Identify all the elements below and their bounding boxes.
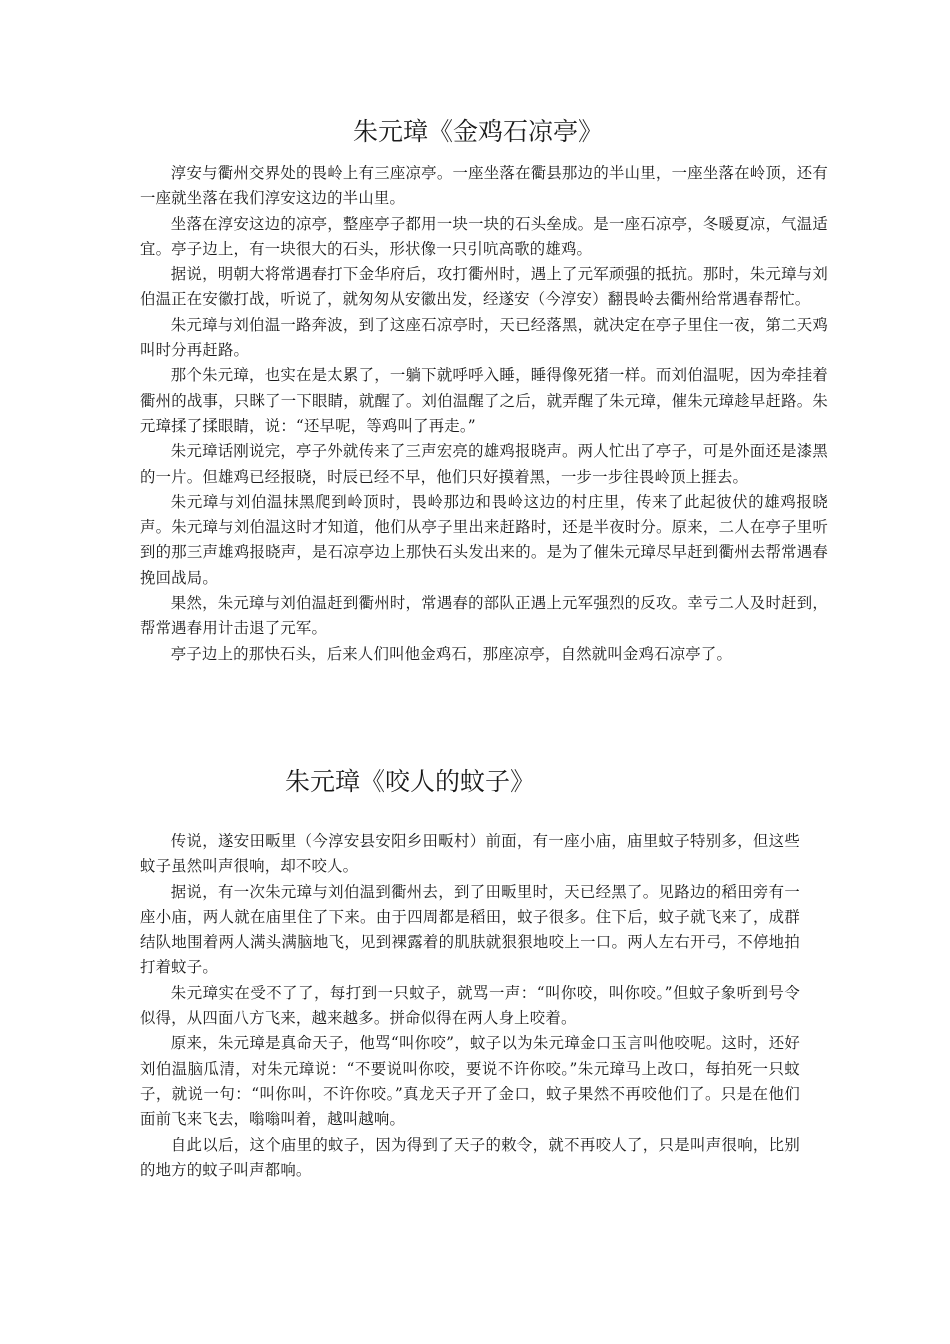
story1-paragraph: 朱元璋与刘伯温一路奔波，到了这座石凉亭时，天已经落黑，就决定在亭子里住一夜，第二天鸡叫时分再赶路。 [140, 315, 828, 360]
story1-body [140, 161, 828, 667]
story2-paragraph: 自此以后，这个庙里的蚊子，因为得到了天子的敕令，就不再咬人了，只是叫声很响，比别的地方的蚊子叫声都响。 [140, 1135, 800, 1179]
story1-paragraph: 坐落在淳安这边的凉亭，整座亭子都用一块一块的石头垒成。是一座石凉亭，冬暖夏凉，气温适宜。亭子边上，有一块很大的石头，形状像一只引吭高歌的雄鸡。 [140, 214, 828, 258]
story1-paragraph: 朱元璋与刘伯温抹黑爬到岭顶时，畏岭那边和畏岭这边的村庄里，传来了此起彼伏的雄鸡报晓声。朱元璋与刘伯温这时才知道，他们从亭子里出来赶路时，还是半夜时分。原来，二人在亭子里听到的那三声雄鸡报晓声，是石凉亭边上那快石头发出来的。是为了催朱元璋尽早赶到衢州去帮常遇春挽回战局。 [140, 492, 828, 587]
story1-paragraph: 那个朱元璋，也实在是太累了，一躺下就呼呼入睡，睡得像死猪一样。而刘伯温呢，因为牵挂着衢州的战事，只眯了一下眼睛，就醒了。刘伯温醒了之后，就弄醒了朱元璋，催朱元璋趁早赶路。朱元璋揉了揉眼睛，说：“还早呢，等鸡叫了再走。” [140, 366, 828, 435]
story2-paragraph: 据说，有一次朱元璋与刘伯温到衢州去，到了田畈里时，天已经黑了。见路边的稻田旁有一座小庙，两人就在庙里住了下来。由于四周都是稻田，蚊子很多。住下后，蚊子就飞来了，成群结队地围着两人满头满脑地飞，见到裸露着的肌肤就狠狠地咬上一口。两人左右开弓，不停地拍打着蚊子。 [140, 882, 800, 977]
story2-paragraph: 原来，朱元璋是真命天子，他骂“叫你咬”，蚊子以为朱元璋金口玉言叫他咬呢。这时，还好刘伯温脑瓜清，对朱元璋说：“不要说叫你咬，要说不许你咬。”朱元璋马上改口，每拍死一只蚊子，就说一句：“叫你叫，不许你咬。”真龙天子开了金口，蚊子果然不再咬他们了。只是在他们面前飞来飞去，嗡嗡叫着，越叫越响。 [140, 1034, 800, 1129]
story1-paragraph: 淳安与衢州交界处的畏岭上有三座凉亭。一座坐落在衢县那边的半山里，一座坐落在岭顶，还有一座就坐落在我们淳安这边的半山里。 [140, 164, 828, 208]
story2-body [140, 829, 800, 1183]
story1-title: 朱元璋《金鸡石凉亭》 [353, 117, 604, 146]
story2-paragraph: 传说，遂安田畈里（今淳安县安阳乡田畈村）前面，有一座小庙，庙里蚊子特别多，但这些蚊子虽然叫声很响，却不咬人。 [140, 832, 800, 876]
story2-title: 朱元璋《咬人的蚊子》 [285, 767, 536, 796]
story1-paragraph: 果然，朱元璋与刘伯温赶到衢州时，常遇春的部队正遇上元军强烈的反攻。幸亏二人及时赶到，帮常遇春用计击退了元军。 [140, 594, 828, 638]
story1-paragraph: 据说，明朝大将常遇春打下金华府后，攻打衢州时，遇上了元军顽强的抵抗。那时，朱元璋与刘伯温正在安徽打战，听说了，就匆匆从安徽出发，经遂安（今淳安）翻畏岭去衢州给常遇春帮忙。 [140, 265, 828, 309]
story2-paragraph: 朱元璋实在受不了了，每打到一只蚊子，就骂一声：“叫你咬，叫你咬。”但蚊子象听到号令似得，从四面八方飞来，越来越多。拼命似得在两人身上咬着。 [140, 983, 800, 1028]
story1-paragraph: 朱元璋话刚说完，亭子外就传来了三声宏亮的雄鸡报晓声。两人忙出了亭子，可是外面还是漆黑的一片。但雄鸡已经报晓，时辰已经不早，他们只好摸着黑，一步一步往畏岭顶上捱去。 [140, 442, 828, 486]
story1-paragraph: 亭子边上的那快石头，后来人们叫他金鸡石，那座凉亭，自然就叫金鸡石凉亭了。 [170, 644, 733, 663]
